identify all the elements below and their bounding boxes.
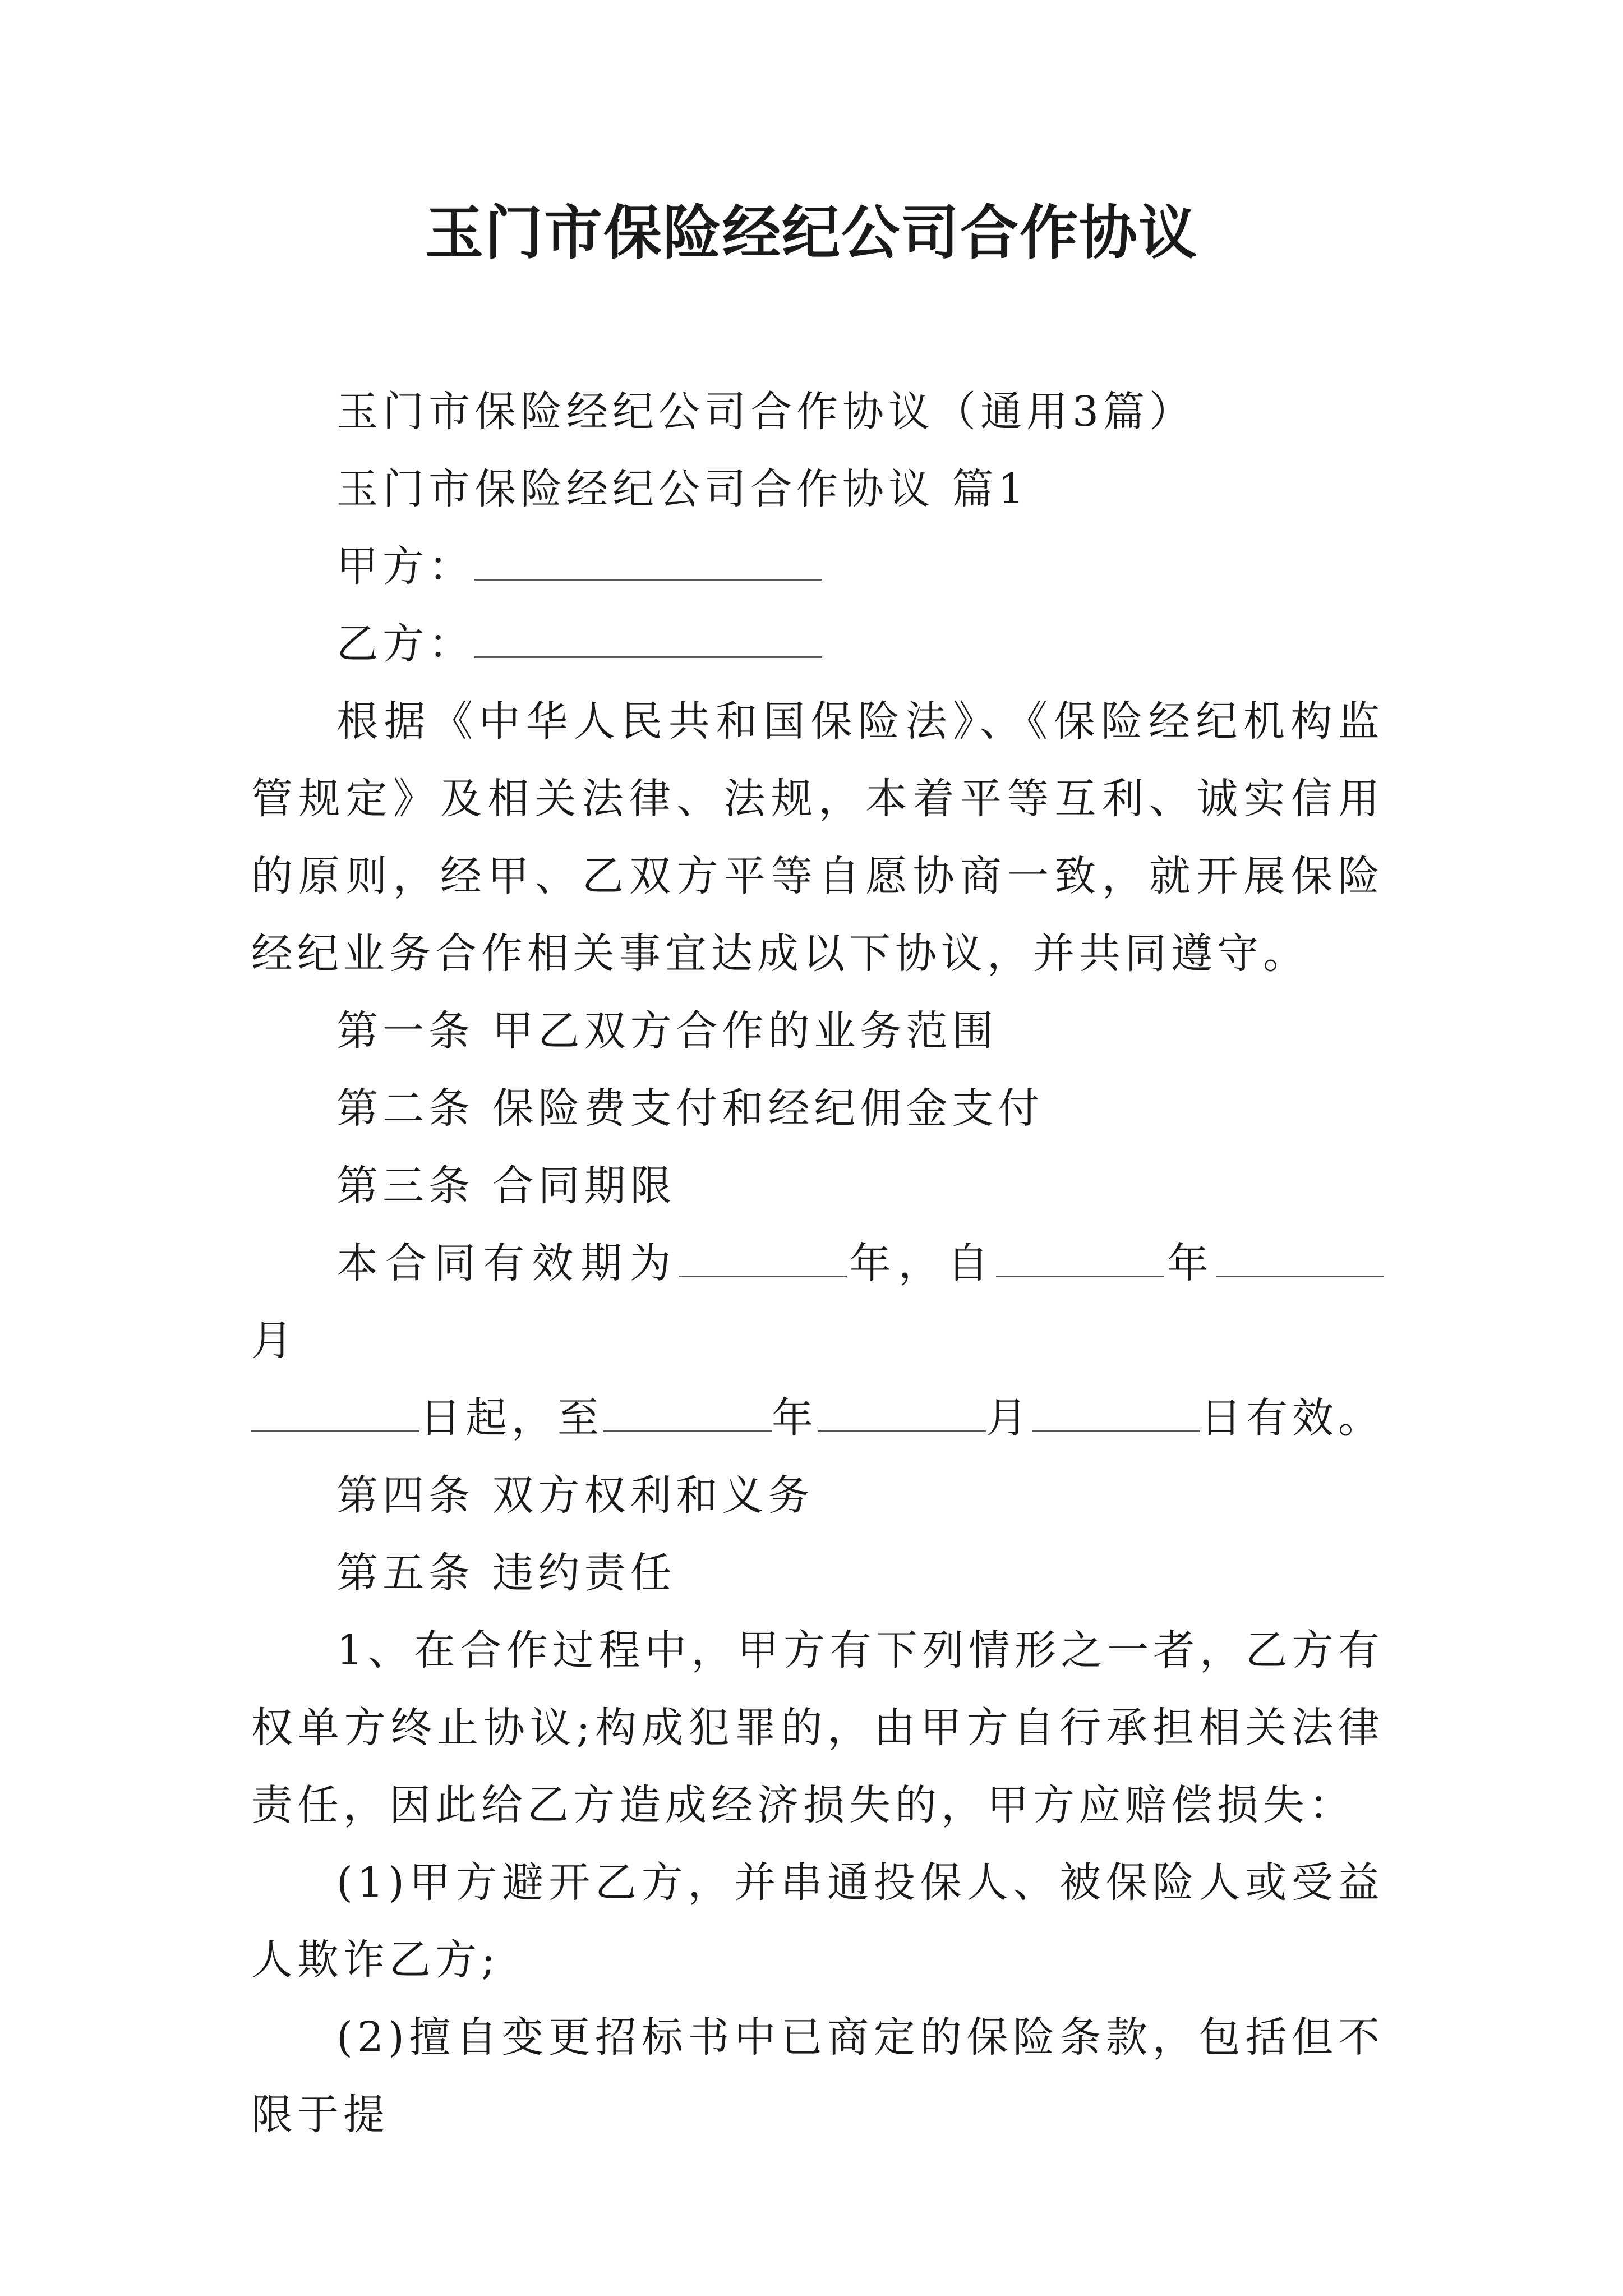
article-4: 第四条 双方权利和义务 [336,1471,814,1520]
party-a-blank [474,540,822,581]
term-text-5: 日起，至 [419,1394,603,1442]
start-day-blank [251,1391,419,1432]
document-title: 玉门市保险经纪公司合作协议 [425,198,1198,267]
document-subtitle: 玉门市保险经纪公司合作协议（通用3篇） [336,388,1196,436]
term-text-6: 年 [772,1394,818,1442]
party-b-blank [474,617,822,658]
term-text-2: 年，自 [846,1239,996,1287]
article-5: 第五条 违约责任 [336,1549,676,1597]
term-paragraph-cont [251,1379,1384,1457]
section-heading: 玉门市保险经纪公司合作协议 篇1 [336,465,1029,513]
term-paragraph [251,1225,1384,1379]
article-3: 第三条 合同期限 [336,1162,676,1210]
party-b-line [251,605,1384,683]
article-2: 第二条 保险费支付和经纪佣金支付 [336,1084,1044,1133]
term-text-4: 月 [251,1317,297,1365]
start-year-blank [996,1236,1164,1277]
clause-1-item-2: (2)擅自变更招标书中已商定的保险条款，包括但不限于提 [251,2013,1384,2139]
term-years-blank [679,1236,847,1277]
term-text-7: 月 [986,1394,1032,1442]
end-month-blank [818,1391,986,1432]
party-b-label: 乙方： [336,620,474,668]
end-year-blank [603,1391,772,1432]
article-1: 第一条 甲乙双方合作的业务范围 [336,1007,998,1055]
start-month-blank [1216,1236,1384,1277]
term-text-3: 年 [1164,1239,1216,1287]
intro-paragraph: 根据《中华人民共和国保险法》、《保险经纪机构监管规定》及相关法律、法规，本着平等互利、诚实信用的原则，经甲、乙双方平等自愿协商一致，就开展保险经纪业务合作相关事宜达成以下协议，并共同遵守。 [251,697,1384,978]
document-body [251,373,1384,2154]
party-a-label: 甲方： [336,542,474,591]
term-text-8: 日有效。 [1200,1394,1384,1442]
clause-1: 1、在合作过程中，甲方有下列情形之一者，乙方有权单方终止协议;构成犯罪的，由甲方自行承担相关法律责任，因此给乙方造成经济损失的，甲方应赔偿损失： [251,1626,1384,1829]
end-day-blank [1032,1391,1200,1432]
party-a-line [251,528,1384,605]
term-text-1: 本合同有效期为 [336,1239,679,1287]
clause-1-item-1: (1)甲方避开乙方，并串通投保人、被保险人或受益人欺诈乙方; [251,1858,1384,1984]
